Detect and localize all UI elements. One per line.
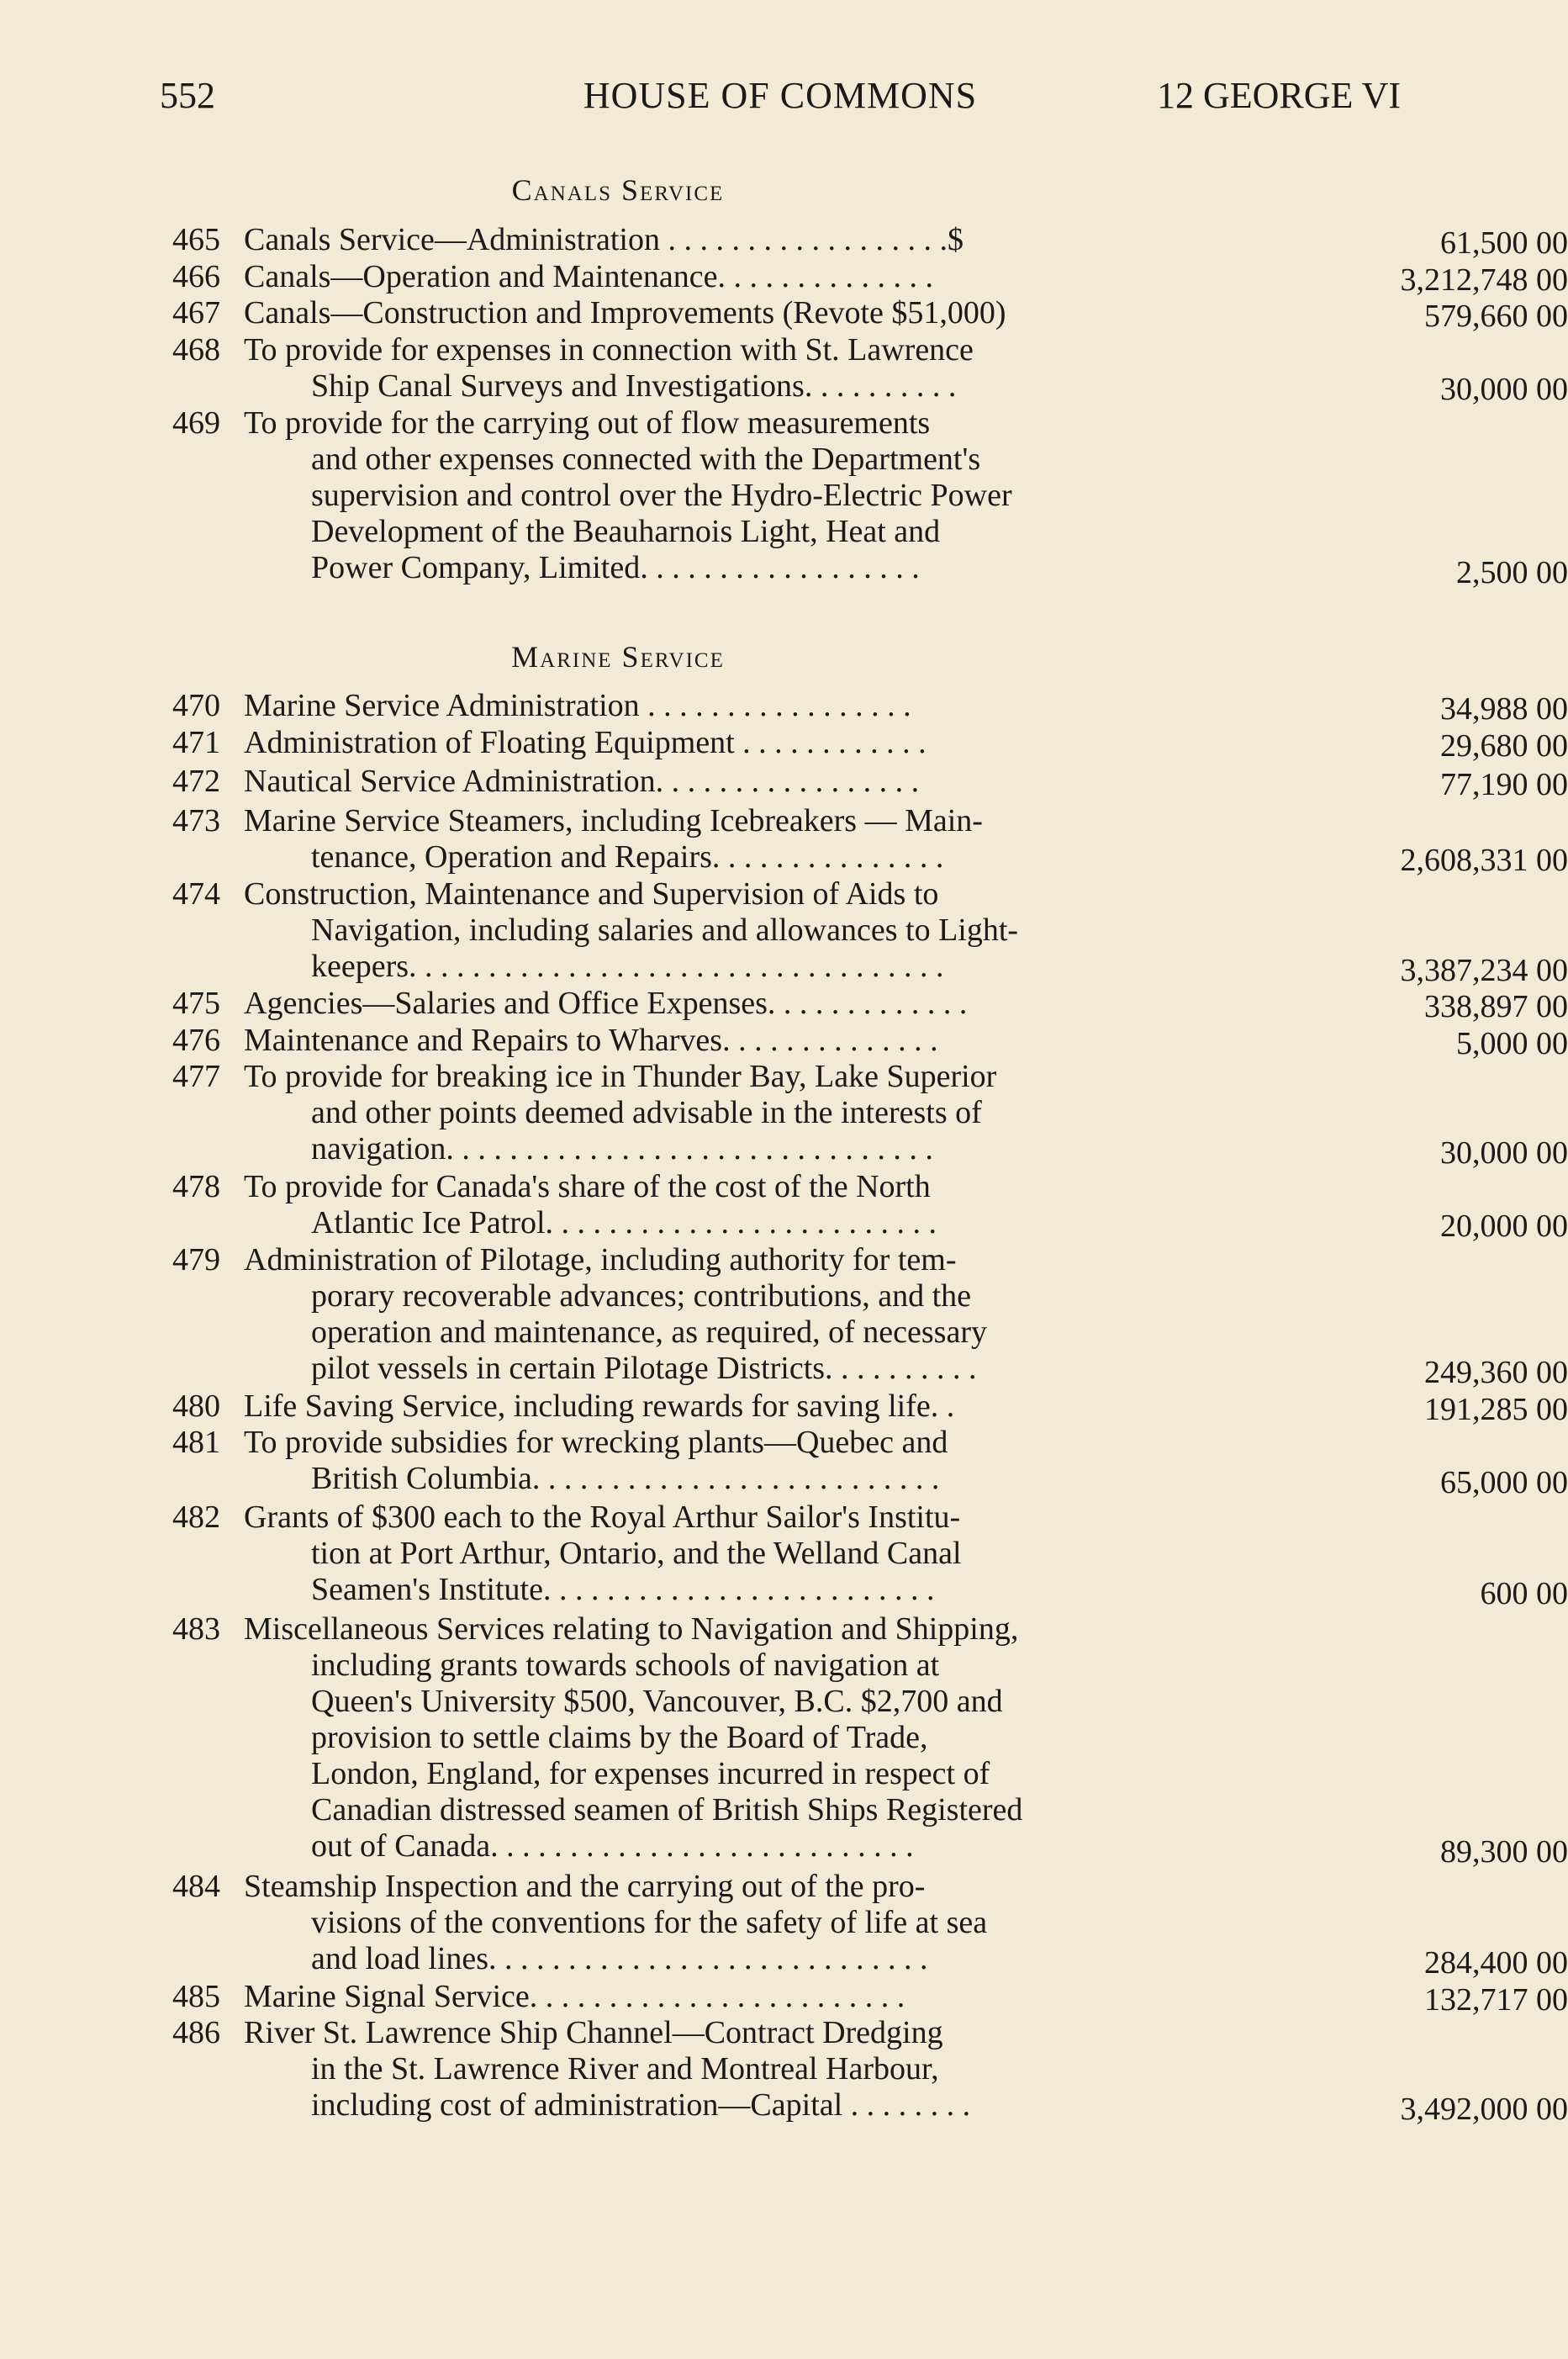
item-amount: 3,212,748 00 [1400, 262, 1568, 298]
item-description [244, 876, 1328, 985]
item-description [244, 1388, 1328, 1425]
item-description [244, 1869, 1328, 1977]
item-number: 468 [172, 331, 220, 368]
description-line: Marine Service Steamers, including Icebreakers — Main- [244, 802, 983, 838]
item-amount: 3,492,000 00 [1400, 2092, 1568, 2127]
item-description [244, 1499, 1328, 1608]
description-line: Maintenance and Repairs to Wharves. . . . . . . . . . . . . . [244, 1022, 938, 1058]
page-number: 552 [160, 75, 215, 116]
description-line: To provide for breaking ice in Thunder Bay, Lake Superior [244, 1059, 997, 1094]
item-amount: 29,680 00 [1440, 727, 1568, 764]
item-amount: 20,000 00 [1440, 1209, 1568, 1244]
description-line: porary recoverable advances; contributions, and the [311, 1277, 972, 1314]
description-line: Grants of $300 each to the Royal Arthur Sailor's Institu- [244, 1499, 961, 1535]
item-number: 479 [172, 1241, 220, 1277]
description-line: pilot vessels in certain Pilotage Districts. . . . . . . . . . [311, 1350, 977, 1386]
item-description [244, 1425, 1328, 1497]
description-line: Marine Signal Service. . . . . . . . . . . . . . . . . . . . . . . . [244, 1978, 905, 2014]
item-number: 470 [172, 688, 220, 723]
item-description [244, 1611, 1328, 1864]
item-description [244, 688, 1328, 724]
item-description [244, 332, 1328, 405]
description-line: Power Company, Limited. . . . . . . . . . . . . . . . . . [311, 549, 920, 585]
item-amount: 338,897 00 [1424, 989, 1568, 1024]
description-line: Navigation, including salaries and allowances to Light- [311, 912, 1019, 948]
description-line: Seamen's Institute. . . . . . . . . . . . . . . . . . . . . . . . . [311, 1572, 935, 1607]
item-number: 471 [172, 724, 220, 760]
description-line: Queen's University $500, Vancouver, B.C. $2,700 and [311, 1683, 1003, 1719]
description-line: Canals Service—Administration . . . . . . . . . . . . . . . . . .$ [244, 222, 964, 257]
item-amount: 34,988 00 [1440, 691, 1568, 727]
item-amount: 600 00 [1480, 1576, 1568, 1611]
description-line: To provide for the carrying out of flow measurements [244, 405, 931, 441]
item-description [244, 1023, 1328, 1059]
item-number: 478 [172, 1168, 220, 1204]
item-amount: 30,000 00 [1440, 1135, 1568, 1171]
reign-label: 12 GEORGE VI [1156, 75, 1401, 116]
item-amount: 89,300 00 [1440, 1833, 1568, 1870]
description-line: Administration of Floating Equipment . . . . . . . . . . . . [244, 724, 927, 760]
description-line: visions of the conventions for the safety of life at sea [311, 1905, 988, 1940]
item-number: 485 [172, 1978, 220, 2014]
item-description [244, 259, 1328, 295]
description-line: in the St. Lawrence River and Montreal Harbour, [311, 2051, 939, 2087]
section-title: Marine Service [511, 640, 725, 674]
description-line: Canadian distressed seamen of British Ships Registered [311, 1791, 1023, 1827]
description-line: British Columbia. . . . . . . . . . . . . . . . . . . . . . . . . . [311, 1461, 940, 1496]
item-description [244, 2015, 1328, 2124]
description-line: and other expenses connected with the Department's [311, 441, 981, 477]
item-number: 484 [172, 1869, 220, 1904]
item-description [244, 725, 1328, 761]
section-title: Canals Service [511, 173, 725, 207]
description-line: London, England, for expenses incurred in respect of [311, 1755, 990, 1791]
item-number: 474 [172, 875, 220, 912]
description-line: Life Saving Service, including rewards for saving life. . [244, 1388, 955, 1424]
description-line: including grants towards schools of navigation at [311, 1647, 940, 1683]
item-number: 476 [172, 1022, 220, 1058]
item-number: 472 [172, 764, 220, 799]
item-description [244, 986, 1328, 1022]
item-amount: 2,500 00 [1456, 554, 1568, 590]
description-line: and other points deemed advisable in the interests of [311, 1095, 982, 1130]
item-amount: 191,285 00 [1424, 1391, 1568, 1427]
description-line: Nautical Service Administration. . . . . . . . . . . . . . . . . [244, 764, 920, 799]
item-number: 473 [172, 802, 220, 838]
item-number: 477 [172, 1059, 220, 1094]
description-line: provision to settle claims by the Board of Trade, [311, 1719, 928, 1755]
item-number: 486 [172, 2015, 220, 2050]
description-line: Administration of Pilotage, including authority for tem- [244, 1241, 957, 1277]
item-number: 482 [172, 1499, 220, 1535]
description-line: including cost of administration—Capital . . . . . . . . [311, 2087, 971, 2123]
description-line: Canals—Construction and Improvements (Revote $51,000) [244, 295, 1006, 331]
item-description [244, 1169, 1328, 1241]
description-line: River St. Lawrence Ship Channel—Contract Dredging [244, 2015, 943, 2050]
description-line: Atlantic Ice Patrol. . . . . . . . . . . . . . . . . . . . . . . . . [311, 1204, 937, 1240]
item-amount: 284,400 00 [1424, 1945, 1568, 1981]
item-amount: 132,717 00 [1424, 1981, 1568, 2018]
page-title: HOUSE OF COMMONS [583, 75, 978, 116]
item-description [244, 295, 1328, 331]
item-amount: 30,000 00 [1440, 372, 1568, 407]
item-amount: 2,608,331 00 [1400, 843, 1568, 878]
description-line: operation and maintenance, as required, of necessary [311, 1314, 987, 1350]
description-line: Canals—Operation and Maintenance. . . . . . . . . . . . . . [244, 258, 933, 294]
item-description [244, 764, 1328, 800]
item-amount: 579,660 00 [1424, 299, 1568, 334]
description-line: Construction, Maintenance and Supervision of Aids to [244, 875, 939, 912]
item-description [244, 222, 1328, 258]
page-header [160, 74, 1401, 124]
item-description [244, 1979, 1328, 2015]
description-line: To provide subsidies for wrecking plants—Quebec and [244, 1425, 948, 1460]
item-amount: 249,360 00 [1424, 1355, 1568, 1390]
item-number: 465 [172, 222, 220, 257]
item-number: 466 [172, 258, 220, 294]
item-amount: 3,387,234 00 [1400, 952, 1568, 988]
item-number: 467 [172, 295, 220, 331]
item-amount: 5,000 00 [1456, 1025, 1568, 1061]
description-line: Ship Canal Surveys and Investigations. . . . . . . . . . [311, 368, 957, 404]
description-line: navigation. . . . . . . . . . . . . . . . . . . . . . . . . . . . . . . [311, 1131, 933, 1166]
description-line: out of Canada. . . . . . . . . . . . . . . . . . . . . . . . . . . [311, 1827, 914, 1864]
description-line: To provide for Canada's share of the cost of the North [244, 1168, 931, 1204]
item-amount: 65,000 00 [1440, 1464, 1568, 1500]
item-amount: 61,500 00 [1440, 225, 1568, 261]
description-line: Marine Service Administration . . . . . . . . . . . . . . . . . [244, 688, 911, 723]
item-number: 469 [172, 405, 220, 441]
description-line: and load lines. . . . . . . . . . . . . . . . . . . . . . . . . . . . [311, 1941, 928, 1976]
item-number: 480 [172, 1388, 220, 1424]
description-line: Agencies—Salaries and Office Expenses. . . . . . . . . . . . . [244, 986, 968, 1021]
description-line: supervision and control over the Hydro-Electric Power [311, 477, 1012, 513]
description-line: Development of the Beauharnois Light, Heat and [311, 513, 941, 549]
description-line: keepers. . . . . . . . . . . . . . . . . . . . . . . . . . . . . . . . . . [311, 948, 944, 984]
description-line: Steamship Inspection and the carrying out of the pro- [244, 1869, 926, 1904]
item-number: 481 [172, 1425, 220, 1460]
item-number: 483 [172, 1611, 220, 1647]
description-line: tenance, Operation and Repairs. . . . . . . . . . . . . . . [311, 838, 944, 875]
item-description [244, 803, 1328, 875]
item-description [244, 1059, 1328, 1167]
description-line: tion at Port Arthur, Ontario, and the Welland Canal [311, 1536, 962, 1571]
description-line: To provide for expenses in connection with St. Lawrence [244, 331, 974, 368]
description-line: Miscellaneous Services relating to Navigation and Shipping, [244, 1611, 1019, 1647]
item-amount: 77,190 00 [1440, 767, 1568, 802]
item-description [244, 405, 1328, 586]
item-number: 475 [172, 986, 220, 1021]
item-description [244, 1242, 1328, 1387]
